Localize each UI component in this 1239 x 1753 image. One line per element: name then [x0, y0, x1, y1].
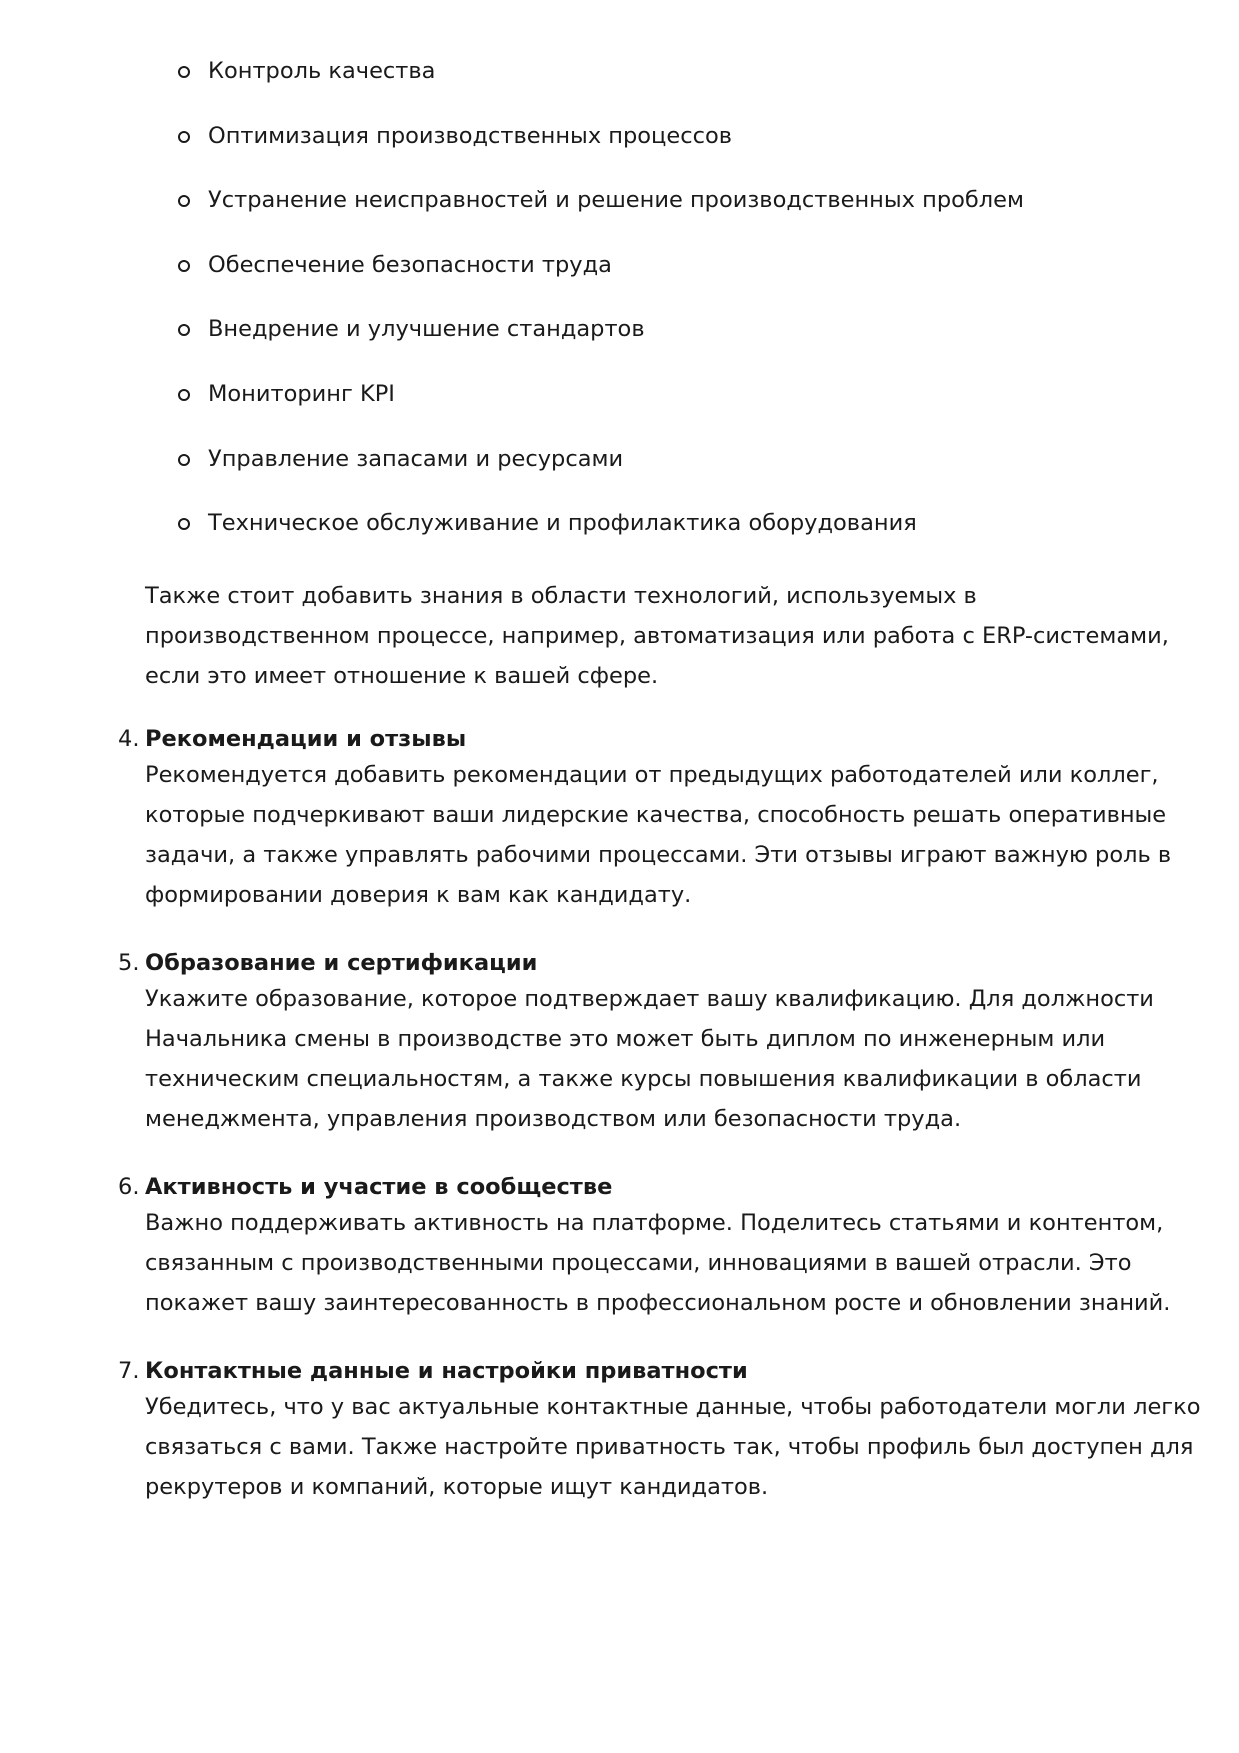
paragraph-line: если это имеет отношение к вашей сфере.: [145, 663, 659, 689]
list-item-text: Управление запасами и ресурсами: [208, 445, 624, 472]
paragraph-line: формировании доверия к вам как кандидату.: [145, 882, 692, 908]
list-item: [178, 56, 1024, 121]
section-number: 6.: [118, 1174, 140, 1200]
list-item-text: Внедрение и улучшение стандартов: [208, 316, 645, 343]
paragraph-line: менеджмента, управления производством или безопасности труда.: [145, 1106, 962, 1132]
section-body: [145, 1387, 1200, 1507]
circle-bullet-icon: [178, 324, 190, 336]
list-item-text: Контроль качества: [208, 58, 436, 84]
circle-bullet-icon: [178, 389, 190, 401]
paragraph-line: техническим специальностям, а также курсы повышения квалификации в области: [145, 1066, 1142, 1092]
competency-sublist: [178, 56, 1024, 573]
list-item-text: Обеспечение безопасности труда: [208, 251, 612, 278]
list-item-text: Техническое обслуживание и профилактика оборудования: [208, 510, 917, 537]
section-number: 5.: [118, 950, 140, 976]
paragraph-line: Укажите образование, которое подтверждает вашу квалификацию. Для должности: [145, 986, 1154, 1012]
paragraph-line: рекрутеров и компаний, которые ищут кандидатов.: [145, 1474, 769, 1500]
paragraph-line: связаться с вами. Также настройте приватность так, чтобы профиль был доступен для: [145, 1434, 1194, 1460]
section-number: 7.: [118, 1358, 140, 1384]
circle-bullet-icon: [178, 518, 190, 530]
circle-bullet-icon: [178, 260, 190, 272]
section-body: [145, 755, 1171, 915]
paragraph-line: Также стоит добавить знания в области технологий, используемых в: [145, 583, 977, 609]
section-heading: Контактные данные и настройки приватности: [145, 1358, 748, 1384]
list-item-text: Мониторинг KPI: [208, 380, 395, 407]
section-body: [145, 1203, 1170, 1323]
section-number: 4.: [118, 726, 140, 752]
circle-bullet-icon: [178, 195, 190, 207]
paragraph-line: покажет вашу заинтересованность в профессиональном росте и обновлении знаний.: [145, 1290, 1171, 1316]
section-heading: Активность и участие в сообществе: [145, 1174, 613, 1200]
paragraph-line: Убедитесь, что у вас актуальные контактные данные, чтобы работодатели могли легко: [145, 1394, 1201, 1420]
list-item: [178, 121, 1024, 186]
list-item-text: Устранение неисправностей и решение производственных проблем: [208, 187, 1024, 214]
paragraph-line: Важно поддерживать активность на платформе. Поделитесь статьями и контентом,: [145, 1210, 1164, 1236]
paragraph-line: связанным с производственными процессами, инновациями в вашей отрасли. Это: [145, 1250, 1132, 1276]
section-body: [145, 979, 1154, 1139]
list-item-text: Оптимизация производственных процессов: [208, 122, 732, 149]
section-heading: Образование и сертификации: [145, 950, 538, 976]
paragraph-line: производственном процессе, например, автоматизация или работа с ERP-системами,: [145, 623, 1169, 649]
list-item: [178, 379, 1024, 444]
list-item: [178, 444, 1024, 509]
technology-note-paragraph: [145, 576, 1169, 696]
paragraph-line: которые подчеркивают ваши лидерские качества, способность решать оперативные: [145, 802, 1167, 828]
list-item: [178, 314, 1024, 379]
section-heading: Рекомендации и отзывы: [145, 726, 467, 752]
paragraph-line: задачи, а также управлять рабочими процессами. Эти отзывы играют важную роль в: [145, 842, 1172, 868]
paragraph-line: Рекомендуется добавить рекомендации от предыдущих работодателей или коллег,: [145, 762, 1159, 788]
paragraph-line: Начальника смены в производстве это может быть диплом по инженерным или: [145, 1026, 1106, 1052]
circle-bullet-icon: [178, 131, 190, 143]
circle-bullet-icon: [178, 454, 190, 466]
list-item: [178, 185, 1024, 250]
list-item: [178, 250, 1024, 315]
list-item: [178, 508, 1024, 573]
circle-bullet-icon: [178, 66, 190, 78]
